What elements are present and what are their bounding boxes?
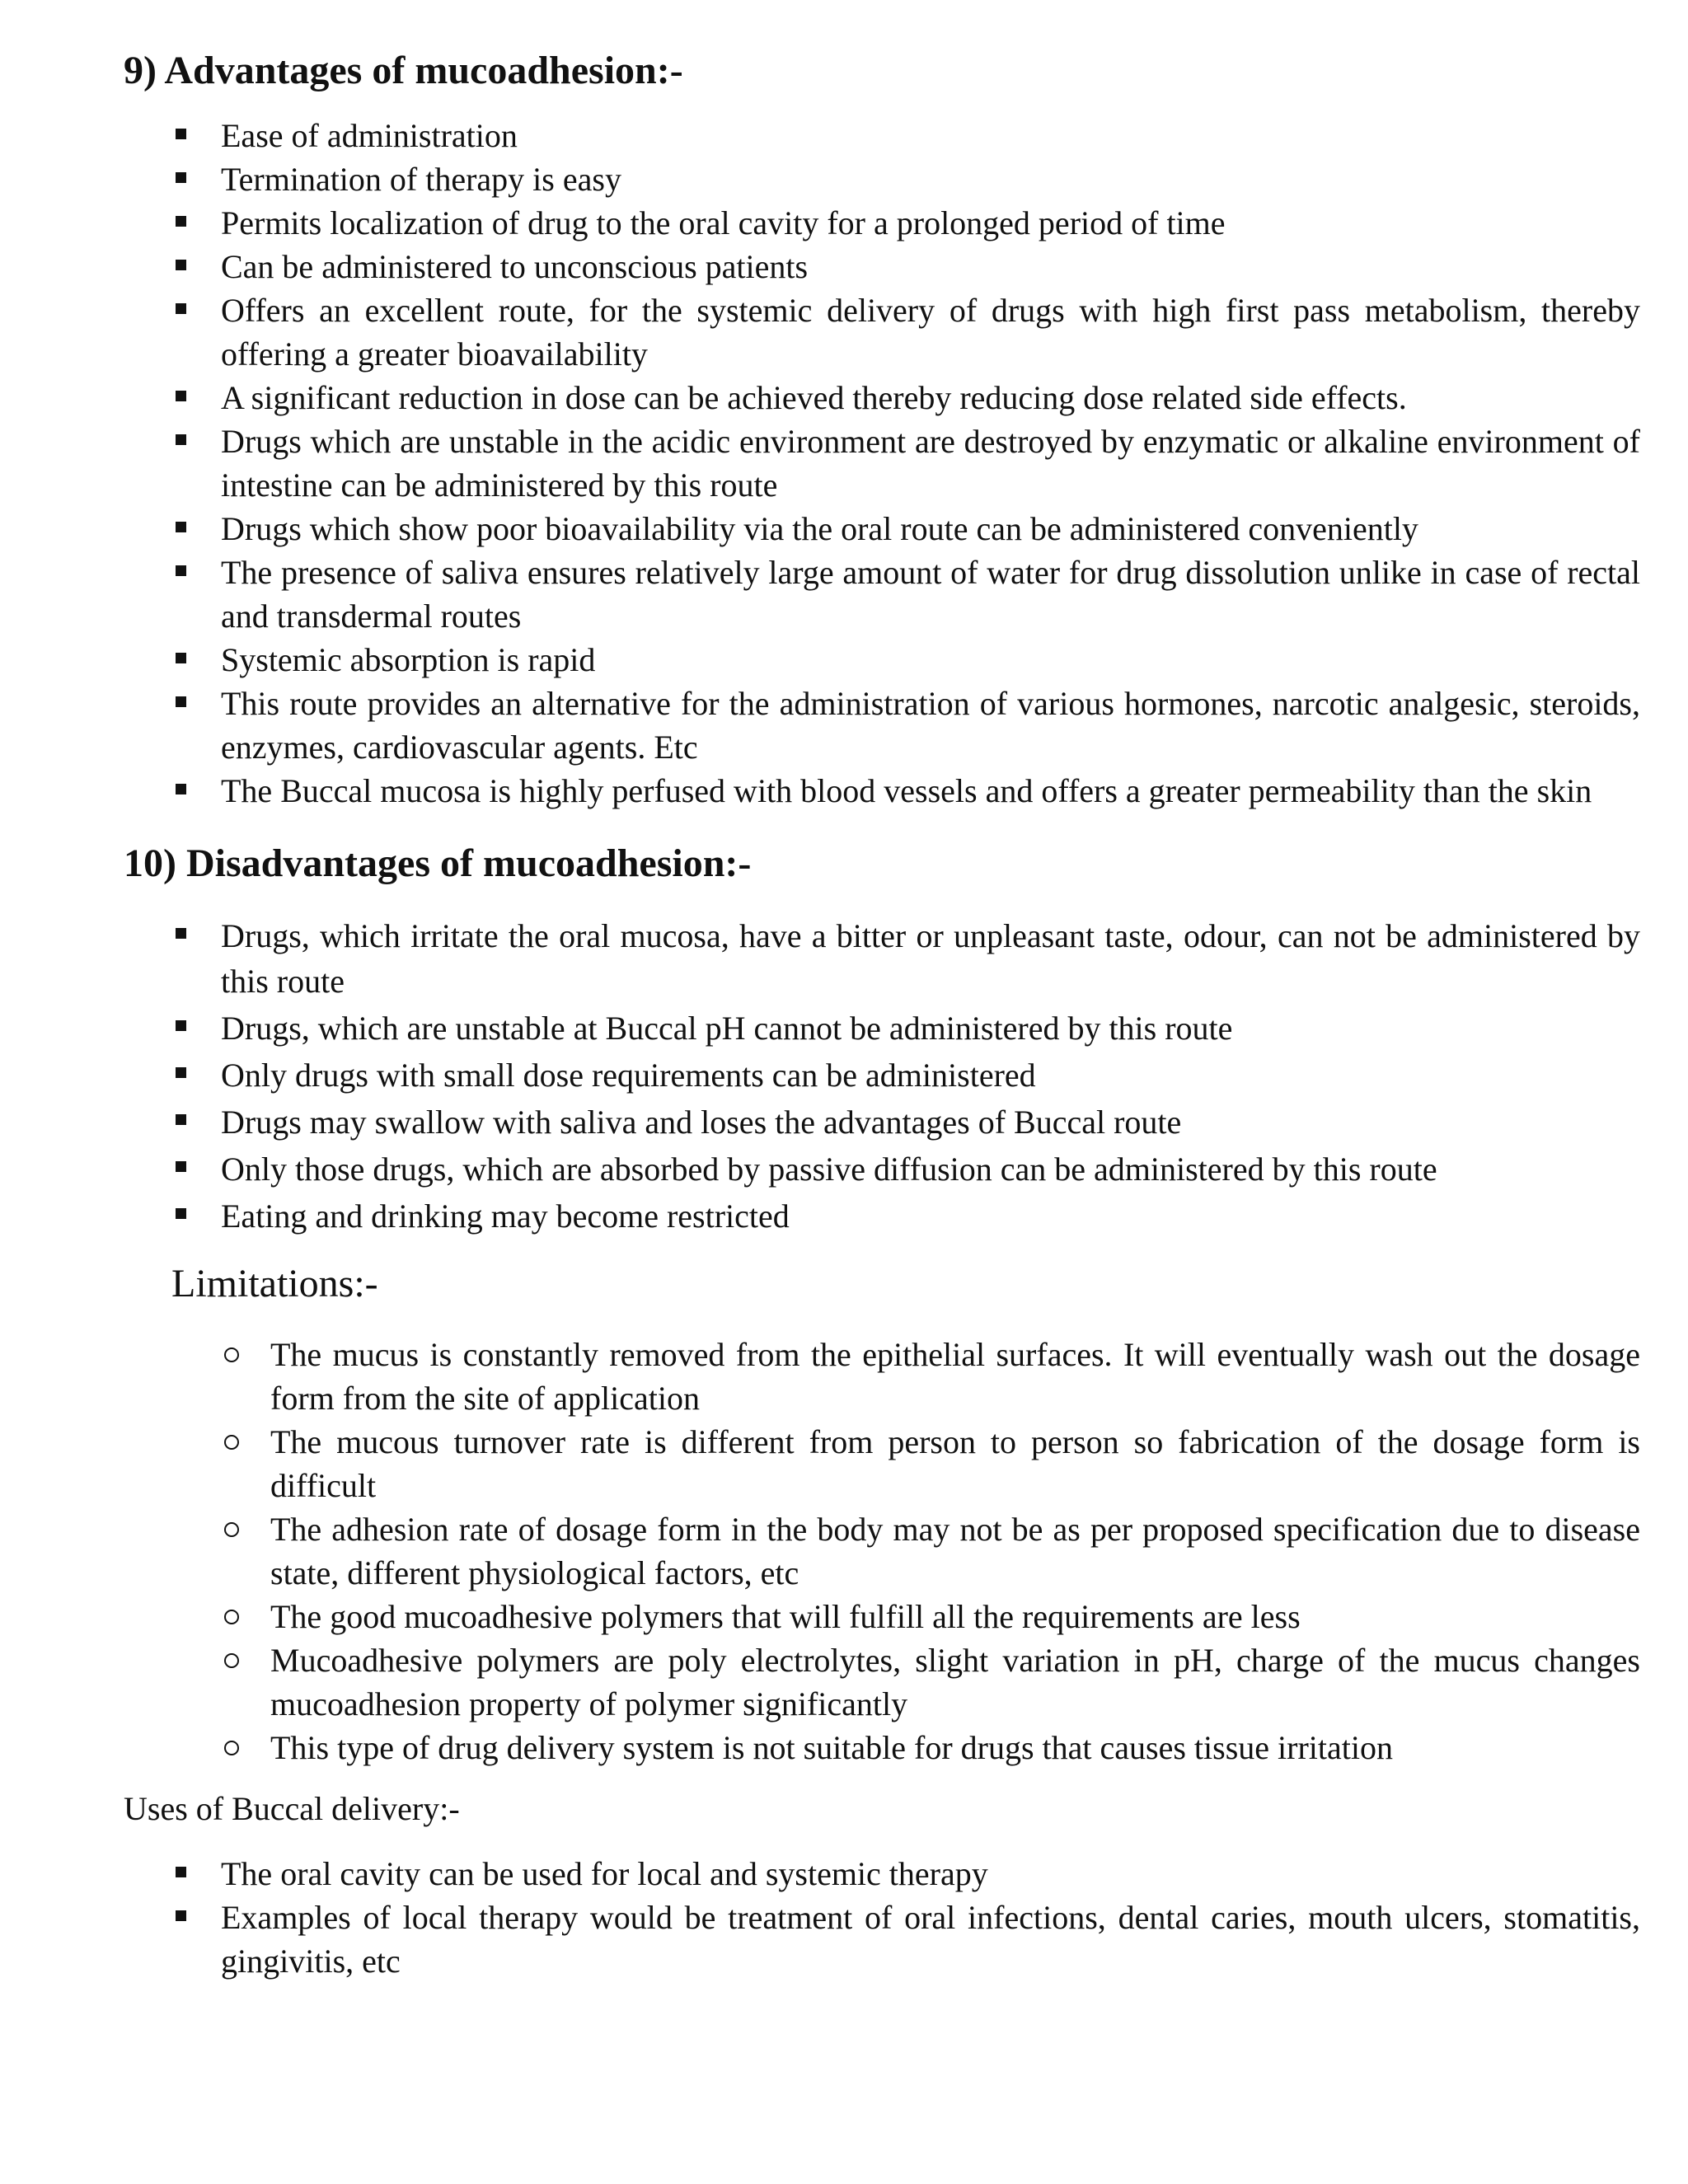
- list-item: [124, 1595, 1640, 1638]
- list-item: [124, 1005, 1640, 1051]
- list-item-text: A significant reduction in dose can be achieved thereby reducing dose related side effects.: [221, 379, 1407, 416]
- list-item: [124, 114, 1640, 157]
- list-item: [124, 507, 1640, 551]
- list-item-text: Can be administered to unconscious patients: [221, 248, 809, 285]
- uses-list: [124, 1852, 1640, 1983]
- list-item-text: The Buccal mucosa is highly perfused with blood vessels and offers a greater permeability than the skin: [221, 772, 1592, 809]
- list-item-text: Drugs which are unstable in the acidic environment are destroyed by enzymatic or alkaline environment of intestine can be administered by this route: [221, 423, 1640, 504]
- square-bullet-icon: [176, 696, 186, 707]
- circle-bullet-icon: [224, 1347, 239, 1362]
- circle-bullet-icon: [224, 1653, 239, 1668]
- list-item-text: Mucoadhesive polymers are poly electrolytes, slight variation in pH, charge of the mucus changes mucoadhesion property of polymer significantly: [270, 1642, 1640, 1722]
- limitations-list: [124, 1333, 1640, 1769]
- list-item-text: This route provides an alternative for the administration of various hormones, narcotic analgesic, steroids, enzymes, cardiovascular agents. Etc: [221, 685, 1640, 766]
- list-item: [124, 1638, 1640, 1726]
- document-page: [124, 43, 1640, 1983]
- circle-bullet-icon: [224, 1435, 239, 1450]
- square-bullet-icon: [176, 1208, 186, 1219]
- list-item: [124, 1146, 1640, 1192]
- circle-bullet-icon: [224, 1610, 239, 1624]
- list-item-text: Termination of therapy is easy: [221, 161, 621, 198]
- disadvantages-heading: 10) Disadvantages of mucoadhesion:-: [124, 841, 752, 885]
- list-item-text: Offers an excellent route, for the systemic delivery of drugs with high first pass metabolism, thereby offering a greater bioavailability: [221, 292, 1640, 373]
- list-item: [124, 1420, 1640, 1507]
- list-item: [124, 201, 1640, 245]
- list-item-text: Drugs which show poor bioavailability via the oral route can be administered conveniently: [221, 510, 1418, 547]
- square-bullet-icon: [176, 565, 186, 576]
- list-item: [124, 288, 1640, 376]
- list-item: [124, 913, 1640, 1004]
- list-item-text: The mucus is constantly removed from the epithelial surfaces. It will eventually wash out the dosage form from the site of application: [270, 1336, 1640, 1417]
- list-item: [124, 1333, 1640, 1420]
- advantages-heading: 9) Advantages of mucoadhesion:-: [124, 49, 683, 92]
- square-bullet-icon: [176, 1910, 186, 1921]
- list-item-text: Eating and drinking may become restricted: [221, 1197, 790, 1235]
- list-item-text: Only drugs with small dose requirements can be administered: [221, 1057, 1036, 1094]
- square-bullet-icon: [176, 1067, 186, 1078]
- advantages-list: [124, 114, 1640, 813]
- list-item-text: The presence of saliva ensures relatively large amount of water for drug dissolution unlike in case of rectal and transdermal routes: [221, 554, 1640, 635]
- square-bullet-icon: [176, 928, 186, 939]
- list-item-text: The mucous turnover rate is different from person to person so fabrication of the dosage form is difficult: [270, 1423, 1640, 1504]
- circle-bullet-icon: [224, 1741, 239, 1755]
- square-bullet-icon: [176, 391, 186, 401]
- limitations-heading: Limitations:-: [171, 1262, 378, 1305]
- list-item-text: Permits localization of drug to the oral cavity for a prolonged period of time: [221, 204, 1226, 241]
- circle-bullet-icon: [224, 1522, 239, 1537]
- list-item: [124, 1052, 1640, 1098]
- square-bullet-icon: [176, 216, 186, 227]
- square-bullet-icon: [176, 653, 186, 663]
- list-item: [124, 419, 1640, 507]
- list-item: [124, 1099, 1640, 1145]
- disadvantages-list: [124, 913, 1640, 1239]
- square-bullet-icon: [176, 434, 186, 445]
- list-item-text: Drugs, which are unstable at Buccal pH cannot be administered by this route: [221, 1010, 1233, 1047]
- square-bullet-icon: [176, 303, 186, 314]
- list-item: [124, 1507, 1640, 1595]
- list-item: [124, 638, 1640, 682]
- list-item-text: Drugs may swallow with saliva and loses the advantages of Buccal route: [221, 1104, 1182, 1141]
- list-item-text: Drugs, which irritate the oral mucosa, have a bitter or unpleasant taste, odour, can not be administered by this route: [221, 917, 1640, 1000]
- square-bullet-icon: [176, 260, 186, 270]
- square-bullet-icon: [176, 172, 186, 183]
- square-bullet-icon: [176, 784, 186, 794]
- square-bullet-icon: [176, 522, 186, 532]
- list-item: [124, 1852, 1640, 1896]
- list-item: [124, 157, 1640, 201]
- list-item: [124, 769, 1640, 813]
- square-bullet-icon: [176, 1020, 186, 1031]
- list-item-text: The good mucoadhesive polymers that will fulfill all the requirements are less: [270, 1598, 1301, 1635]
- list-item: [124, 1726, 1640, 1769]
- list-item-text: Only those drugs, which are absorbed by passive diffusion can be administered by this route: [221, 1151, 1437, 1188]
- uses-heading: Uses of Buccal delivery:-: [124, 1790, 460, 1827]
- list-item-text: The adhesion rate of dosage form in the body may not be as per proposed specification due to disease state, different physiological factors, etc: [270, 1511, 1640, 1591]
- list-item-text: Systemic absorption is rapid: [221, 641, 596, 678]
- list-item-text: Examples of local therapy would be treatment of oral infections, dental caries, mouth ulcers, stomatitis, gingivitis, etc: [221, 1899, 1640, 1980]
- square-bullet-icon: [176, 1867, 186, 1877]
- list-item: [124, 551, 1640, 638]
- list-item: [124, 682, 1640, 769]
- square-bullet-icon: [176, 129, 186, 139]
- square-bullet-icon: [176, 1161, 186, 1172]
- list-item: [124, 245, 1640, 288]
- list-item: [124, 1193, 1640, 1239]
- list-item: [124, 1896, 1640, 1983]
- list-item-text: Ease of administration: [221, 117, 518, 154]
- list-item-text: The oral cavity can be used for local and systemic therapy: [221, 1855, 988, 1892]
- list-item-text: This type of drug delivery system is not suitable for drugs that causes tissue irritation: [270, 1729, 1393, 1766]
- list-item: [124, 376, 1640, 419]
- square-bullet-icon: [176, 1114, 186, 1125]
